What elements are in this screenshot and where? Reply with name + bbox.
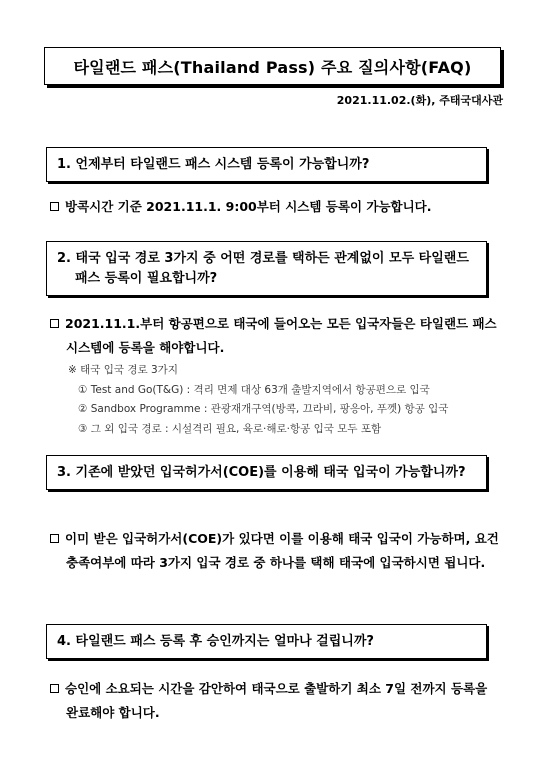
answer-2 <box>50 312 500 360</box>
answer-text-2: 2021.11.1.부터 항공편으로 태국에 들어오는 모든 입국자들은 타일랜드 패스 시스템에 등록을 해야합니다. <box>65 316 497 355</box>
checkbox-bullet-icon <box>50 319 59 328</box>
question-box-3 <box>46 455 487 490</box>
document-title-box <box>44 47 501 85</box>
note-item-2: ② Sandbox Programme : 관광재개구역(방콕, 끄라비, 팡응아, 푸껫) 항공 입국 <box>78 403 449 415</box>
answer-text-4: 승인에 소요되는 시간을 감안하여 태국으로 출발하기 최소 7일 전까지 등록을 완료해야 합니다. <box>65 681 488 720</box>
date-line: 2021.11.02.(화), 주태국대사관 <box>336 94 503 107</box>
note-item-1: ① Test and Go(T&G) : 격리 면제 대상 63개 출발지역에서 항공편으로 입국 <box>78 383 430 396</box>
answer-text-3: 이미 받은 입국허가서(COE)가 있다면 이를 이용해 태국 입국이 가능하며, 요건 충족여부에 따라 3가지 입국 경로 중 하나를 택해 태국에 입국하시면 됩니다. <box>65 531 499 570</box>
question-text-4: 4. 타일랜드 패스 등록 후 승인까지는 얼마나 걸립니까? <box>57 634 374 649</box>
note-item-3: ③ 그 외 입국 경로 : 시설격리 필요, 육로·해로·항공 입국 모두 포함 <box>78 422 382 435</box>
answer-4 <box>50 677 500 725</box>
question-text-1: 1. 언제부터 타일랜드 패스 시스템 등록이 가능합니까? <box>57 157 370 172</box>
question-text-3: 3. 기존에 받았던 입국허가서(COE)를 이용해 태국 입국이 가능합니까? <box>57 465 466 480</box>
answer-text-1: 방콕시간 기준 2021.11.1. 9:00부터 시스템 등록이 가능합니다. <box>65 199 432 214</box>
question-box-4 <box>46 624 487 659</box>
entry-routes-note <box>68 361 448 439</box>
document-title: 타일랜드 패스(Thailand Pass) 주요 질의사항(FAQ) <box>73 57 472 77</box>
question-text-2: 2. 태국 입국 경로 3가지 중 어떤 경로를 택하든 관계없이 모두 타일랜드 패스 등록이 필요합니까? <box>57 251 469 286</box>
question-box-2 <box>46 241 487 296</box>
note-heading: ※ 태국 입국 경로 3가지 <box>68 364 178 376</box>
question-box-1 <box>46 147 487 182</box>
answer-1 <box>50 195 500 219</box>
checkbox-bullet-icon <box>50 534 59 543</box>
checkbox-bullet-icon <box>50 684 59 693</box>
checkbox-bullet-icon <box>50 202 59 211</box>
answer-3 <box>50 527 500 575</box>
